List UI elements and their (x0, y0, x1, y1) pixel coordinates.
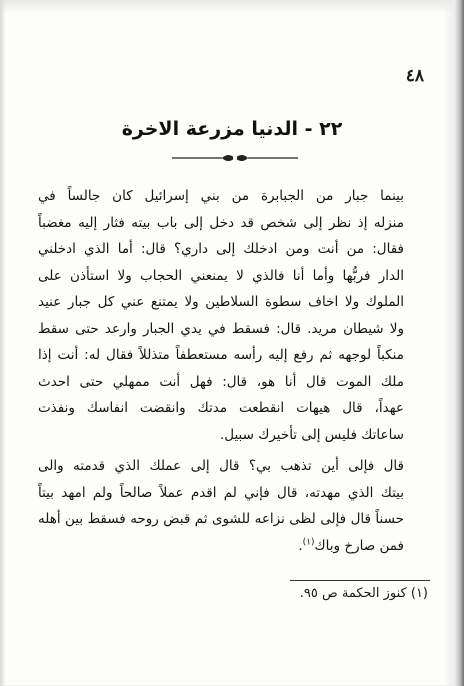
text-line: الملوك ولا اخاف سطوة السلاطين ولا يمتنع عني كل جبار عنيد (38, 294, 404, 310)
text-line: ملك الموت قال أنا هو، قال: فهل أنت ممهلي حتى احدث (38, 373, 404, 390)
text-line: بيتك الذي مهدته، قال فإني لم اقدم عملاً صالحاً ولم امهد بيتاً (38, 484, 404, 501)
chapter-title: ٢٢ - الدنيا مزرعة الاخرة (121, 118, 343, 140)
page-top-shadow (0, 0, 464, 14)
paragraph-2 (38, 453, 430, 559)
paragraph-1 (38, 183, 430, 448)
footnote-separator (290, 580, 430, 581)
body-text (38, 183, 430, 559)
text-line: حسناً قال فإلى لظى نزاعه للشوى ثم قبض روحه فسقط بين أهله (38, 511, 404, 527)
text-line: منزله إذ نظر إلى شخص قد دخل إلى باب بيته فثار إليه مغضباً (38, 214, 404, 231)
text-line: ولا شيطان مريد. قال: فسقط في يدي الجبار وارعد حتى سقط (38, 320, 404, 337)
text-line: قال فإلى أين تذهب بي؟ قال إلى عملك الذي قدمته والى (38, 458, 404, 474)
page-left-shadow (0, 0, 6, 686)
text-line: عهداً، قال هيهات انقطعت مدتك وانقضت انفاسك ونفذت (38, 400, 404, 416)
text-line: الدار فربُّها وأما أنا فالذي لا يمنعني الحجاب ولا استأذن على (38, 267, 404, 284)
page-spine-shadow (444, 0, 464, 686)
footnote-marker[interactable]: (١) (302, 537, 315, 547)
text-line: فقال: من أنت ومن ادخلك إلى داري؟ قال: أما الذي ادخلني (38, 241, 404, 257)
text-line: بينما جبار من الجبابرة من بني إسرائيل كان جالساً في (38, 188, 404, 204)
title-ornament-icon (170, 151, 300, 165)
footnote: (١) كنوز الحكمة ص ٩٥. (299, 586, 428, 601)
page-number: ٤٨ (405, 66, 424, 86)
text-line: فمن صارخ وباك$^{(١)}$. (298, 537, 404, 554)
text-line: ساعاتك فليس إلى تأخيرك سبيل. (219, 426, 404, 443)
text-line: منكباً لوجهه ثم رفع إليه رأسه مستعطفاً متذللاً فقال له: أنت إذا (38, 347, 404, 363)
